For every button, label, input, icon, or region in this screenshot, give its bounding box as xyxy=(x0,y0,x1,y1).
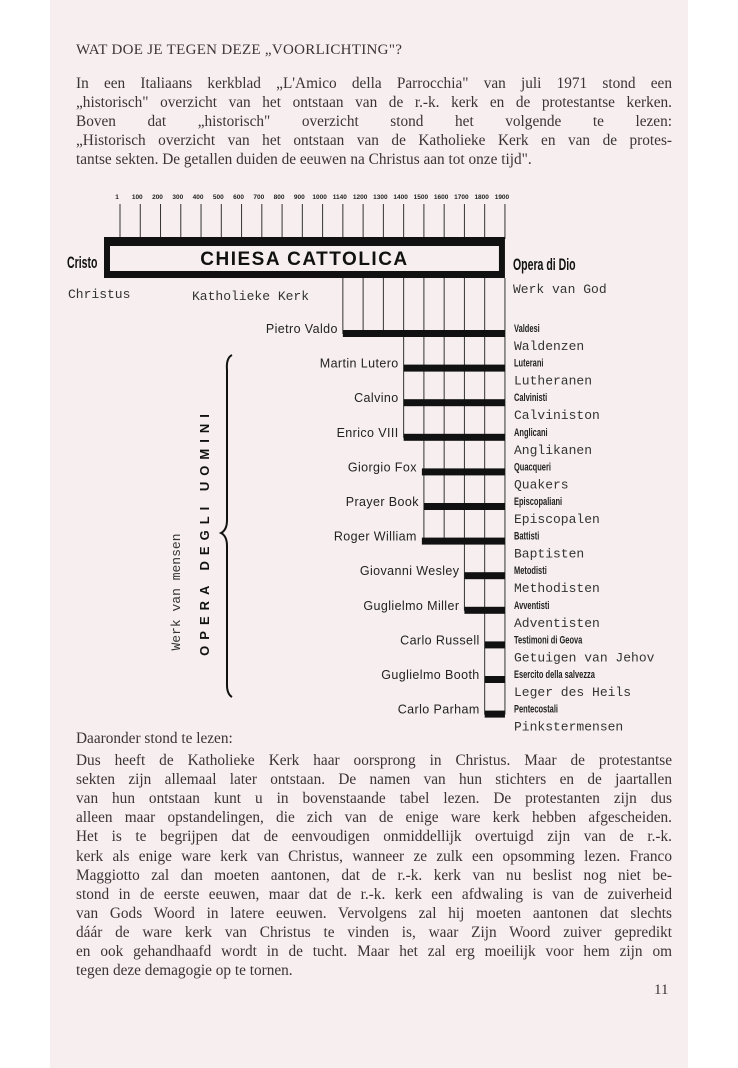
tick-label: 1600 xyxy=(433,194,449,201)
tick-label: 300 xyxy=(172,194,184,201)
tick-label: 1900 xyxy=(494,194,510,201)
founder-label: Guglielmo Miller xyxy=(363,598,460,613)
sect-name-dutch: Lutheranen xyxy=(514,373,593,389)
below-intro: Daaronder stond te lezen: xyxy=(76,730,233,747)
sect-bar xyxy=(404,365,505,372)
sect-bar xyxy=(404,434,505,441)
text-line: tegen deze demagogie op te tornen. xyxy=(76,962,293,980)
founder-label: Carlo Russell xyxy=(400,633,480,648)
text-line: „Historisch overzicht van het ontstaan van de Katholieke Kerk en van de protes- xyxy=(76,132,672,150)
text-line: Dus heeft de Katholieke Kerk haar oorsprong in Christus. Maar de protestantse xyxy=(76,752,672,769)
page-number: 11 xyxy=(654,982,669,998)
text-line: Het is te begrijpen dat de eenvoudigen onmiddellijk overtuigd zijn van de r.-k. xyxy=(76,828,672,846)
tick-label: 1700 xyxy=(454,194,469,201)
tick-label: 900 xyxy=(293,194,305,201)
sect-name-dutch: Baptisten xyxy=(514,546,585,562)
sect-name-dutch: Adventisten xyxy=(514,615,600,631)
sect-name-dutch: Quakers xyxy=(514,477,569,493)
sect-name-italian: Metodisti xyxy=(514,563,547,577)
tick-label: 1400 xyxy=(393,194,408,201)
main-bar-label: CHIESA CATTOLICA xyxy=(200,249,409,270)
founder-label: Carlo Parham xyxy=(397,702,480,717)
main-bar-left-edge xyxy=(104,246,110,271)
sect-name-dutch: Waldenzen xyxy=(514,339,585,354)
sect-bar xyxy=(404,399,505,406)
text-line: van hun ontstaan kunt u in bovenstaande tabel lezen. De protestanten zijn dus xyxy=(76,790,672,808)
sect-name-italian: Battisti xyxy=(514,529,540,542)
sect-bar xyxy=(464,607,505,614)
sect-name-italian: Calvinisti xyxy=(514,390,548,404)
tick-label: 1500 xyxy=(413,194,429,201)
text-line: „historisch" overzicht van het ontstaan van de r.-k. kerk en de protestantse kerken. xyxy=(76,94,672,112)
sect-bar xyxy=(422,538,505,545)
sect-name-dutch: Leger des Heils xyxy=(514,685,632,700)
tick-label: 1000 xyxy=(312,194,327,201)
sect-name-italian: Luterani xyxy=(514,356,544,369)
text-line: sekten zijn allemaal later ontstaan. De namen van hun stichters en de jaartallen xyxy=(76,771,672,789)
sect-bar xyxy=(422,468,505,475)
sect-bar xyxy=(343,330,505,337)
sect-name-italian: Anglicani xyxy=(514,425,548,439)
sect-name-italian: Esercito della salvezza xyxy=(514,667,595,681)
tick-label: 200 xyxy=(152,194,163,201)
sect-name-dutch: Pinkstermensen xyxy=(514,719,624,735)
founder-label: Martin Lutero xyxy=(319,356,399,371)
cristo-label: Cristo xyxy=(67,252,98,272)
sect-bar xyxy=(485,676,505,683)
founder-label: Enrico VIII xyxy=(336,425,399,440)
founder-label: Giorgio Fox xyxy=(347,460,417,475)
sect-name-dutch: Episcopalen xyxy=(514,512,600,527)
katholieke-kerk-label: Katholieke Kerk xyxy=(192,289,310,304)
sect-bar xyxy=(485,641,505,648)
sect-bar xyxy=(464,572,505,579)
text-line: dáár de ware kerk van Christus te vinden is, waar Zijn Woord zuiver gepredikt xyxy=(76,923,672,941)
founder-label: Guglielmo Booth xyxy=(381,668,480,682)
text-line: en ook gehandhaafd wordt in de tucht. Maar het zal erg moeilijk voor hem zijn om xyxy=(76,943,672,960)
tick-label: 1200 xyxy=(352,194,368,201)
founder-label: Giovanni Wesley xyxy=(359,564,460,579)
text-line: van Gods Woord in latere eeuwen. Vervolgens zal hij moeten aantonen dat slechts xyxy=(76,904,672,922)
tick-label: 700 xyxy=(253,194,265,201)
tick-label: 1 xyxy=(115,194,119,201)
sect-name-dutch: Calviniston xyxy=(514,408,600,424)
founder-label: Roger William xyxy=(333,529,417,544)
tick-label: 400 xyxy=(192,194,204,201)
founder-label: Prayer Book xyxy=(345,495,419,509)
sect-name-italian: Avventisti xyxy=(514,598,550,612)
text-line: In een Italiaans kerkblad „L'Amico della Parrocchia" van juli 1971 stond een xyxy=(76,75,672,92)
text-line: stond in de eerste eeuwen, maar dat de r.-k. kerk een afdwaling is van de zuiverheid xyxy=(76,885,672,903)
main-bar-bottom xyxy=(104,271,505,278)
text-line: alleen maar opstandelingen, die zich van de enige ware kerk hebben afgescheiden. xyxy=(76,809,672,827)
brace xyxy=(221,355,232,697)
sect-name-dutch: Methodisten xyxy=(514,581,600,597)
main-bar-right-edge xyxy=(499,246,505,271)
text-line: tantse sekten. De getallen duiden de eeuwen na Christus aan tot onze tijd". xyxy=(76,151,532,169)
tick-label: 100 xyxy=(131,194,143,201)
werk-van-god-label: Werk van God xyxy=(513,282,607,297)
sect-name-italian: Quacqueri xyxy=(514,459,551,473)
sect-name-italian: Episcopaliani xyxy=(514,494,563,508)
opera-di-dio-label: Opera di Dio xyxy=(513,254,576,274)
sect-name-italian: Valdesi xyxy=(514,321,540,335)
page-heading: WAT DOE JE TEGEN DEZE „VOORLICHTING"? xyxy=(76,42,403,58)
founder-label: Pietro Valdo xyxy=(265,322,338,336)
sect-bar xyxy=(424,503,505,510)
sect-name-italian: Testimoni di Geova xyxy=(514,632,583,646)
main-bar-top xyxy=(104,237,505,246)
christus-label: Christus xyxy=(68,287,131,302)
tick-label: 600 xyxy=(233,194,244,201)
text-line: kerk als enige ware kerk van Christus, wanneer ze zulk een opsomming lezen. Franco xyxy=(76,847,672,865)
group-label: OPERA DEGLI UOMINI xyxy=(197,408,212,656)
text-line: Boven dat „historisch" overzicht stond het volgende te lezen: xyxy=(76,113,672,131)
sect-name-italian: Pentecostali xyxy=(514,702,558,715)
tick-label: 500 xyxy=(212,194,224,201)
sect-bar xyxy=(485,711,505,718)
text-line: Maggiotto zal dan moeten aantonen, dat de r.-k. kerk van nu beslist nog niet be- xyxy=(76,866,672,884)
tick-label: 1800 xyxy=(474,194,489,201)
sect-name-dutch: Getuigen van Jehov xyxy=(514,650,655,666)
tick-label: 1300 xyxy=(373,194,388,201)
tick-label: 1140 xyxy=(332,194,347,201)
sect-name-dutch: Anglikanen xyxy=(514,442,593,458)
founder-label: Calvino xyxy=(354,391,399,406)
tick-label: 800 xyxy=(273,194,285,201)
group-label-dutch: Werk van mensen xyxy=(169,533,184,651)
